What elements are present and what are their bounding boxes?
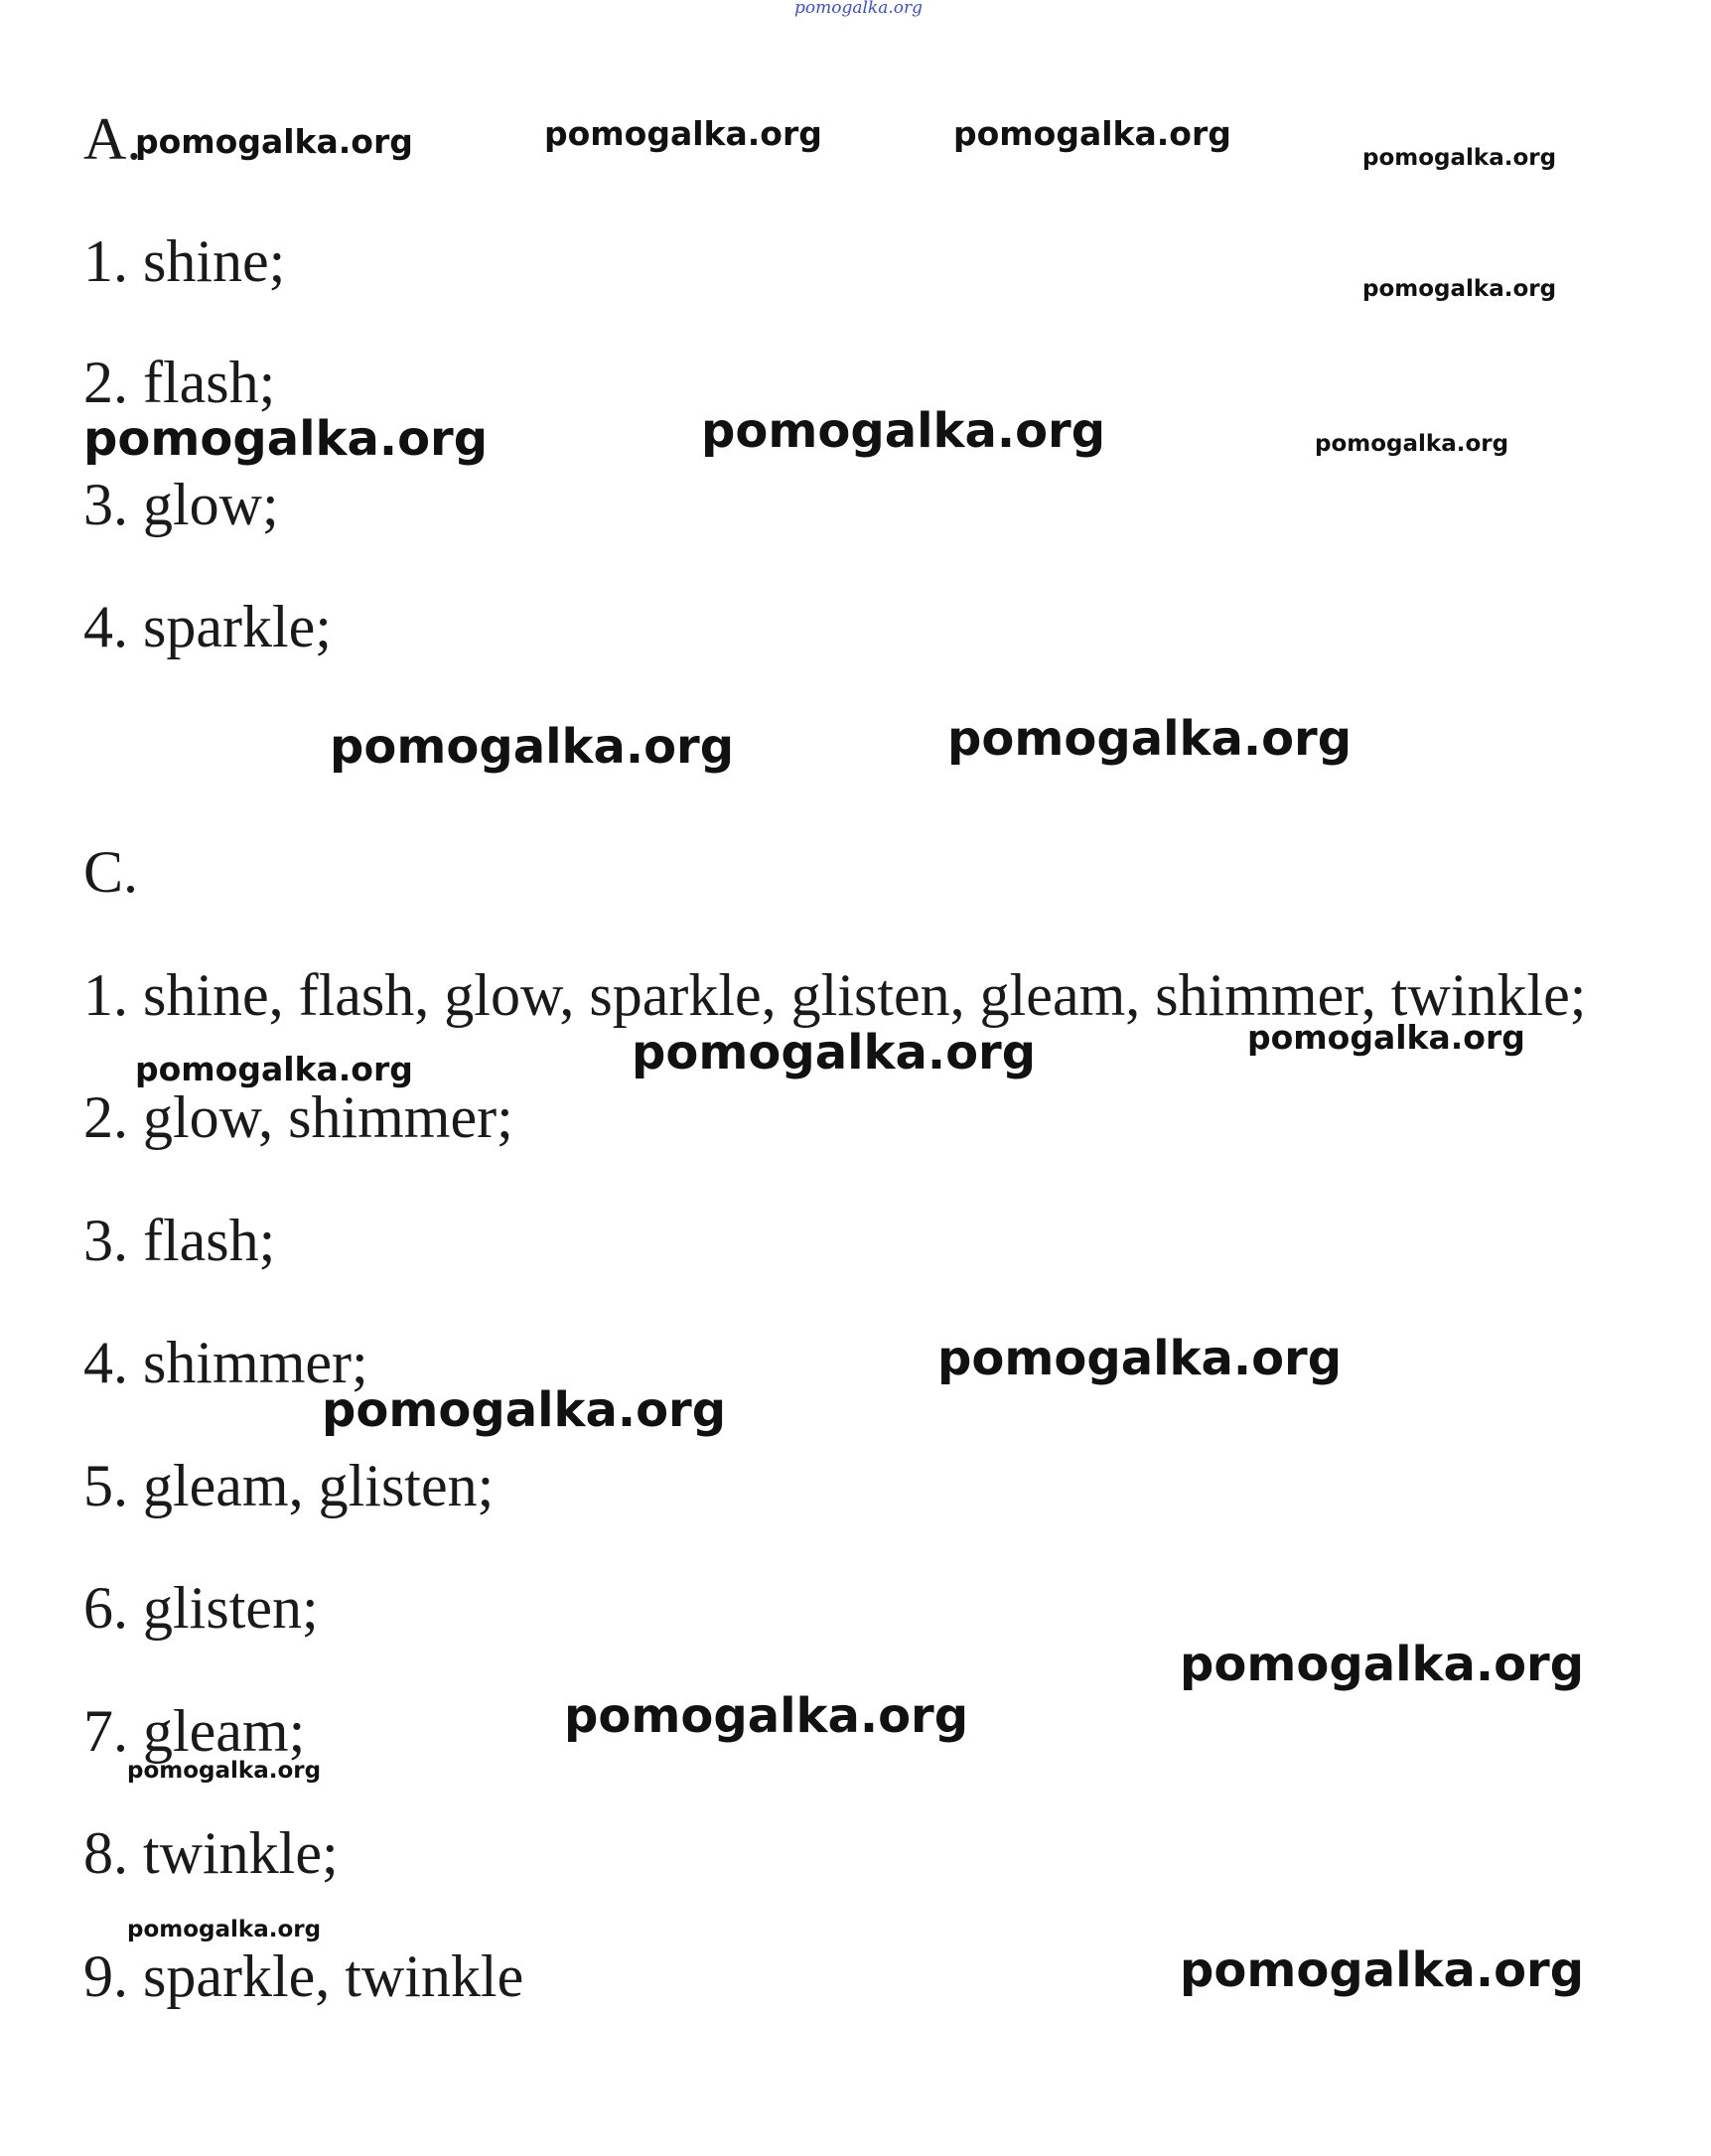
- section-c-item-4: 4. shimmer;: [83, 1330, 368, 1395]
- section-c-item-8: 8. twinkle;: [83, 1820, 339, 1886]
- watermark: pomogalka.org: [322, 1382, 727, 1438]
- watermark: pomogalka.org: [330, 719, 735, 775]
- section-a-heading: A.: [83, 106, 142, 172]
- section-c-item-2: 2. glow, shimmer;: [83, 1084, 513, 1150]
- section-c-item-3: 3. flash;: [83, 1208, 276, 1273]
- section-a-item-4: 4. sparkle;: [83, 594, 332, 659]
- watermark-top: pomogalka.org: [794, 0, 924, 18]
- watermark: pomogalka.org: [135, 122, 413, 161]
- watermark: pomogalka.org: [701, 403, 1106, 459]
- section-a-item-3: 3. glow;: [83, 472, 279, 537]
- section-c-item-6: 6. glisten;: [83, 1575, 319, 1641]
- watermark: pomogalka.org: [1362, 276, 1557, 302]
- section-c-item-9: 9. sparkle, twinkle: [83, 1943, 524, 2009]
- watermark: pomogalka.org: [1315, 431, 1509, 457]
- watermark: pomogalka.org: [127, 1917, 322, 1942]
- section-c-item-1: 1. shine, flash, glow, sparkle, glisten, gleam, shimmer, twinkle;: [83, 962, 1587, 1028]
- watermark: pomogalka.org: [135, 1050, 413, 1088]
- watermark: pomogalka.org: [937, 1331, 1343, 1386]
- watermark: pomogalka.org: [953, 114, 1231, 153]
- watermark: pomogalka.org: [1180, 1942, 1585, 1998]
- section-a-item-2: 2. flash;: [83, 350, 276, 415]
- section-c-heading: C.: [83, 839, 139, 905]
- section-a-item-1: 1. shine;: [83, 228, 286, 294]
- watermark: pomogalka.org: [1180, 1637, 1585, 1692]
- watermark: pomogalka.org: [632, 1025, 1037, 1080]
- section-c-item-7: 7. gleam;: [83, 1698, 306, 1764]
- watermark: pomogalka.org: [127, 1758, 322, 1784]
- watermark: pomogalka.org: [1362, 145, 1557, 171]
- section-c-item-5: 5. gleam, glisten;: [83, 1453, 495, 1518]
- watermark: pomogalka.org: [544, 114, 822, 153]
- watermark: pomogalka.org: [83, 411, 489, 467]
- watermark: pomogalka.org: [1247, 1018, 1525, 1057]
- watermark: pomogalka.org: [947, 711, 1353, 767]
- watermark: pomogalka.org: [564, 1688, 969, 1744]
